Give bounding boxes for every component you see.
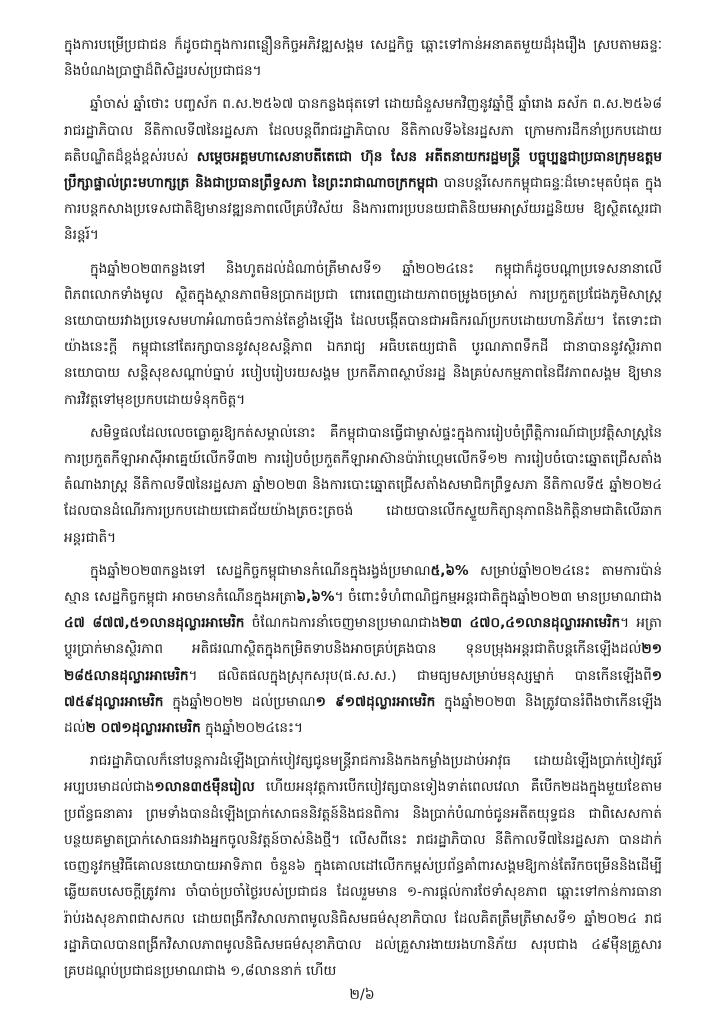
text-segment: សម្រាប់ឆ្នាំ២០២៤នេះ តាមការប៉ាន់ស្មាន សេដ្ឋកិច្ចកម្ពុជា អាចមានកំណើនក្នុងអត្រា (64, 562, 662, 606)
document-body (64, 32, 662, 984)
paragraph (64, 91, 662, 248)
bold-text-segment: ២ ០៧១ដុល្លារអាមេរិក (85, 720, 201, 737)
bold-text-segment: ៦,៦% (296, 589, 335, 606)
text-segment: ឆ្នាំចាស់ ឆ្នាំថោះ បញ្ចស័ក ព.ស.២៥៦៧ បានកន្លងផុតទៅ ដោយជំនួសមកវិញនូវឆ្នាំថ្មី ឆ្នាំរោង ឆស័ក ព.ស.២៥៦៨ រាជរដ្ឋាភិបាល នីតិកាលទី៧នៃរដ្ឋសភា ដែលបន្តពីរាជរដ្ឋាភិបាល នីតិកាលទី៦នៃរដ្ឋសភា ក្រោមការដឹកនាំប្រកបដោយគតិបណ្ឌិតដ៏ខ្ពង់ខ្ពស់របស់ (64, 96, 662, 165)
bold-text-segment: ១ ៩១៧ដុល្លារអាមេរិក (315, 693, 436, 710)
text-segment: ក្នុងឆ្នាំ២០២២ ដល់ប្រមាណ (163, 693, 316, 710)
text-segment: ចំណែកឯការនាំចេញមានប្រមាណជាង (244, 615, 441, 632)
bold-text-segment: ២៣ ៤៧០,៤១លានដុល្លារអាមេរិក (440, 615, 621, 632)
text-segment: ក្នុងឆ្នាំ២០២៣ និងត្រូវបានរំពឹងថាកើនឡើងដល់ (64, 693, 663, 737)
text-segment: ។ អត្រាប្តូរប្រាក់មានស្ថិរភាព អតិផរណាស្ថិតក្នុងកម្រិតទាបនិងអាចគ្រប់គ្រងបាន ទុនបម្រុងអន្តរជាតិបន្តកើនឡើងដល់ (64, 615, 662, 658)
text-segment: ។ ផលិតផលក្នុងស្រុកសរុប(ផ.ស.ស.) ជាមធ្យមសម្រាប់មនុស្សម្នាក់ បានកើនឡើងពី (188, 667, 652, 684)
bold-text-segment: ២១ ២៨៥លានដុល្លារអាមេរិក (64, 641, 662, 684)
bold-text-segment: ១ ៧៥៩ដុល្លារអាមេរិក (64, 667, 662, 710)
text-segment: ក្នុងឆ្នាំ២០២៤នេះ។ (200, 720, 303, 737)
paragraph (64, 420, 662, 551)
paragraph (64, 32, 662, 84)
text-segment: ក្នុងឆ្នាំ២០២៣កន្លងទៅ និងហូតដល់ដំណាច់ត្រីមាសទី១ ឆ្នាំ២០២៤នេះ កម្ពុជាក៏ដូចបណ្តាប្រទេសនានាលើពិភពលោកទាំងមូល ស្ថិតក្នុងស្ថានភាពមិនប្រាកដប្រជា ពោរពេញដោយភាពចម្រូងចម្រាស់ ការប្រកួតប្រជែងភូមិសាស្ត្រនយោបាយរវាងប្រទេសមហាអំណាចធំៗកាន់តែខ្លាំងឡើង ដែលបង្កើតបានជាអធិករណ៍ប្រកបដោយហានិភ័យ។ តែទោះជាយ៉ាងនេះក្តី កម្ពុជានៅតែរក្សាបាននូវសុខសន្តិភាព ឯករាជ្យ អធិបតេយ្យជាតិ បូរណភាពទឹកដី ជានាបាននូវស្ថិរភាពនយោបាយ សន្តិសុខសណ្តាប់ធ្នាប់ របៀបរៀបរយសង្គម ប្រកតីភាពស្ថាប័នរដ្ឋ និងគ្រប់សកម្មភាពនៃជីវភាពសង្គម ឱ្យមានការវិវត្តទៅមុខប្រកបដោយទំនុកចិត្ត។ (64, 260, 662, 408)
text-segment: ហើយអនុវត្តការបើកបៀវត្សបានទៀងទាត់ពេលវេលា គឺបើក២ដងក្នុងមួយខែតាមប្រព័ន្ធធនាគារ ព្រមទាំងបានដំឡើងប្រាក់សោធននិវត្តន៍និងជនពិការ និងប្រាក់បំណាច់ជូនអតីតយុទ្ធជន ជាពិសេសកាត់បន្ថយគម្លាតប្រាក់សោធនរវាងអ្នកចូលនិវត្តន៍ចាស់និងថ្មី។ លើសពីនេះ រាជរដ្ឋាភិបាល នីតិកាលទី៧នៃរដ្ឋសភា បានដាក់ចេញនូវកម្មវិធីគោលនយោបាយអាទិភាព ចំនួន៦ ក្នុងគោលដៅលើកកម្ពស់ប្រព័ន្ធគាំពារសង្គមឱ្យកាន់តែរីកចម្រើននិងដើម្បីឆ្លើយតបសេចក្តីត្រូវការ ចាំបាច់ប្រចាំថ្ងៃរបស់ប្រជាជន ដែលរួមមាន ១-ការផ្តល់ការថែទាំសុខភាព ឆ្ពោះទៅកាន់ការធានារ៉ាប់រងសុខភាពជាសកល ដោយពង្រីកវិសាលភាពមូលនិធិសមធម៌សុខាភិបាល ដែលគិតត្រឹមត្រីមាសទី១ ឆ្នាំ២០២៤ រាជរដ្ឋាភិបាលបានពង្រីកវិសាលភាពមូលនិធិសមធម៌សុខាភិបាល ដល់គ្រួសារងាយរងហានិភ័យ សរុបជាង ៤៩ម៉ឺនគ្រួសារ គ្របដណ្តប់ប្រជាជនប្រមាណជាង ១,៨លាននាក់ ហើយ (64, 779, 662, 979)
text-segment: រាជរដ្ឋាភិបាលក៏នៅបន្តការដំឡើងប្រាក់បៀវត្សជូនមន្ត្រីរាជការនិងកងកម្លាំងប្រដាប់អាវុធ ដោយដំឡើងប្រាក់បៀវត្សរ៍អប្បបរមាដល់ជាង (64, 753, 662, 796)
bold-text-segment: សម្តេចអគ្គមហាសេនាបតីតេជោ ហ៊ុន សែន អតីតនាយករដ្ឋមន្ត្រី បច្ចុប្បន្នជាប្រធានក្រុមឧត្តមប្រឹក្សាផ្ទាល់ព្រះមហាក្សត្រ និងជាប្រធានព្រឹទ្ធសភា នៃព្រះរាជាណាចក្រកម្ពុជា (64, 148, 663, 192)
paragraph (64, 558, 662, 741)
text-segment: បានបន្តរីសេកកម្ពុជាធន្ទៈដ៏មោះមុតបំផុត ក្នុងការបន្តកសាងប្រទេសជាតិឱ្យមានវឌ្ឍនភាពលើគ្រប់វិស័យ និងការពារប្របនយជាតិនិយមអាស្រ័យរដ្ឋនិយម ឱ្យស្ថិតស្ថេរជានិរន្តរ៍។ (64, 175, 662, 244)
bold-text-segment: ៤៧ ៨៧៧,៥១លានដុល្លារអាមេរិក (64, 615, 245, 632)
text-segment: ក្នុងឆ្នាំ២០២៣កន្លងទៅ សេដ្ឋកិច្ចកម្ពុជាមានកំណើនក្នុងរង្វង់ប្រមាណ (90, 562, 431, 579)
page-number: ២/៦ (349, 987, 375, 1003)
paragraph (64, 748, 662, 984)
bold-text-segment: ១លាន៣៥ម៉ឺនរៀល (154, 779, 255, 796)
bold-text-segment: ៥,៦% (430, 562, 469, 579)
text-segment: សមិទ្ធផលដែលលេចធ្លោគួរឱ្យកត់សម្គាល់នោះ គឺកម្ពុជាបានធ្វើជាម្ចាស់ផ្ទះក្នុងការរៀបចំព្រឹត្តិការណ៍ជាប្រវត្តិសាស្ត្រនៃការប្រកួតកីឡាអាស៊ីអាគ្នេយ៍លើកទី៣២ ការរៀបចំប្រកួតកីឡាអាស៊ានប៉ារ៉ាហ្គេមលើកទី១២ ការរៀបចំបោះឆ្នោតជ្រើសតាំងតំណាងរាស្ត្រ នីតិកាលទី៧នៃរដ្ឋសភា ឆ្នាំ២០២៣ និងការបោះឆ្នោតជ្រើសតាំងសមាជិកព្រឹទ្ធសភា នីតិកាលទី៥ ឆ្នាំ២០២៤ ដែលបានដំណើរការប្រកបដោយជោគជ័យយ៉ាងត្រចះត្រចង់ ដោយបានលើកស្ទួយកិត្យានុភាពនិងកិត្តិនាមជាតិលើឆាកអន្តរជាតិ។ (64, 424, 662, 546)
text-segment: ក្នុងការបម្រើប្រជាជន ក៏ដូចជាក្នុងការពន្លឿនកិច្ចអភិវឌ្ឍសង្គម សេដ្ឋកិច្ច ឆ្ពោះទៅកាន់អនាគតមួយដ៏រុងរឿង ស្របតាមឆន្ទៈនិងបំណងប្រាថ្នាដ៏ពិសិដ្ឋរបស់ប្រជាជន។ (64, 37, 662, 80)
text-segment: ។ ចំពោះទំហំពាណិជ្ជកម្មអន្តរជាតិក្នុងឆ្នាំ២០២៣ មានប្រមាណជាង (334, 589, 662, 606)
paragraph (64, 256, 662, 413)
